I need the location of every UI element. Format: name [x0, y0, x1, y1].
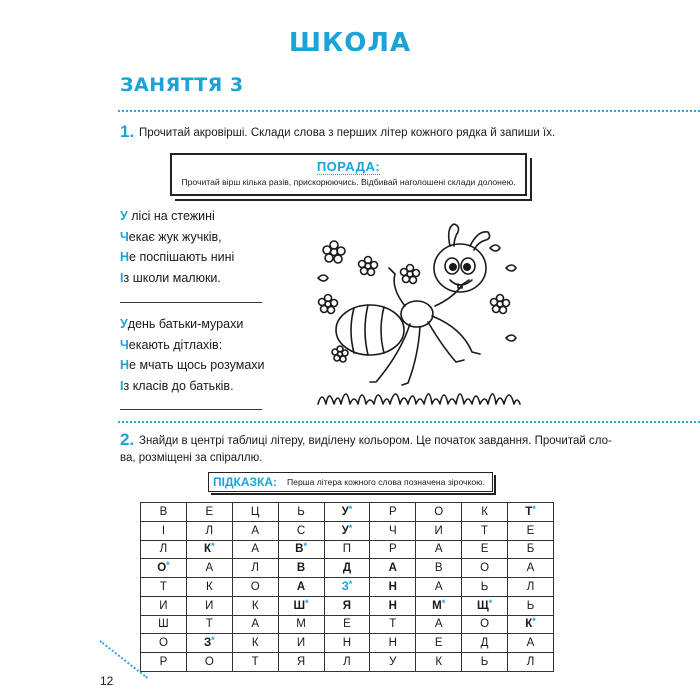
grid-row: [141, 503, 554, 522]
grid-cell[interactable]: Т: [462, 521, 508, 540]
grid-cell[interactable]: М*: [416, 596, 462, 615]
poem-line: Не мчать щось розумахи: [120, 358, 265, 372]
grid-cell[interactable]: У*: [324, 521, 370, 540]
poem-line: Із школи малюки.: [120, 270, 221, 285]
grid-cell[interactable]: О: [462, 615, 508, 634]
tip-box: [170, 153, 527, 196]
grid-cell[interactable]: А: [416, 540, 462, 559]
grid-cell[interactable]: С: [278, 521, 324, 540]
grid-cell[interactable]: Щ*: [462, 596, 508, 615]
grid-cell[interactable]: Ь: [278, 503, 324, 522]
grid-cell[interactable]: О: [186, 653, 232, 672]
grid-cell[interactable]: Е: [508, 521, 554, 540]
grid-cell[interactable]: Т: [141, 578, 187, 597]
poem-line: Чекають дітлахів:: [120, 337, 223, 352]
poem-1: [120, 206, 234, 288]
grid-cell[interactable]: К: [186, 578, 232, 597]
tip-text: Прочитай вірш кілька разів, прискорюючись. Відбивай наголошені склади долонею.: [181, 177, 516, 187]
grid-cell[interactable]: А: [416, 615, 462, 634]
grid-cell[interactable]: А: [370, 559, 416, 578]
hint-title: ПІДКАЗКА:: [213, 475, 278, 489]
poem-2: [120, 314, 265, 396]
grid-cell[interactable]: Л: [324, 653, 370, 672]
grid-cell[interactable]: К*: [186, 540, 232, 559]
grid-cell[interactable]: Л: [508, 653, 554, 672]
grid-cell[interactable]: Д: [462, 634, 508, 653]
grid-cell[interactable]: І: [141, 521, 187, 540]
grid-row: [141, 521, 554, 540]
tip-title: ПОРАДА:: [316, 159, 381, 174]
poem-line: Не поспішають нині: [120, 250, 235, 264]
grid-cell[interactable]: Р: [141, 653, 187, 672]
answer-line-1[interactable]: [120, 302, 262, 303]
hint-box: [208, 472, 493, 492]
grid-cell[interactable]: А: [186, 559, 232, 578]
grid-row: [141, 653, 554, 672]
grid-row: [141, 540, 554, 559]
star-marker: *: [348, 522, 353, 533]
grid-cell[interactable]: Е: [462, 540, 508, 559]
grid-cell[interactable]: Я: [324, 596, 370, 615]
star-marker: *: [441, 597, 446, 608]
grid-cell[interactable]: Д: [324, 559, 370, 578]
grid-cell[interactable]: П: [324, 540, 370, 559]
grid-cell[interactable]: О: [232, 578, 278, 597]
grid-cell[interactable]: Ц: [232, 503, 278, 522]
grid-cell[interactable]: А: [508, 559, 554, 578]
grid-cell[interactable]: У: [370, 653, 416, 672]
grid-cell[interactable]: Л: [141, 540, 187, 559]
page-title: ШКОЛА: [288, 28, 412, 58]
grid-row: [141, 634, 554, 653]
grid-cell[interactable]: О: [141, 634, 187, 653]
grid-cell[interactable]: Е: [416, 634, 462, 653]
star-marker: *: [211, 541, 215, 552]
grid-cell[interactable]: О*: [141, 559, 187, 578]
task1-number: 1.: [120, 122, 135, 141]
grid-cell[interactable]: К*: [508, 615, 554, 634]
flower-icon: [401, 265, 420, 284]
grid-cell[interactable]: В: [141, 503, 187, 522]
section-divider-top: [118, 110, 700, 112]
letter-spiral-grid: [140, 502, 554, 672]
grid-cell[interactable]: О: [416, 503, 462, 522]
star-marker: *: [348, 503, 353, 514]
grid-cell[interactable]: Ь: [508, 596, 554, 615]
hint-text: Перша літера кожного слова позначена зірочкою.: [287, 477, 485, 487]
grid-cell[interactable]: Е: [186, 503, 232, 522]
grid-cell[interactable]: У*: [324, 503, 370, 522]
task1-instructions: Прочитай акровірші. Склади слова з перших літер кожного рядка й запиши їх.: [139, 127, 556, 139]
star-marker: *: [532, 616, 536, 627]
flower-icon: [491, 295, 510, 314]
grid-cell[interactable]: Л: [508, 578, 554, 597]
poem-line: Із класів до батьків.: [120, 378, 234, 393]
grid-cell[interactable]: О: [462, 559, 508, 578]
grid-cell[interactable]: Ш: [141, 615, 187, 634]
star-marker: *: [488, 597, 493, 608]
grid-cell[interactable]: Я: [278, 653, 324, 672]
grid-cell[interactable]: Т: [232, 653, 278, 672]
grid-cell[interactable]: Т: [370, 615, 416, 634]
grid-cell[interactable]: А: [232, 615, 278, 634]
grid-cell[interactable]: Р: [370, 540, 416, 559]
poem-line: У лісі на стежині: [120, 209, 215, 223]
ant-illustration: [310, 208, 525, 408]
lesson-title: ЗАНЯТТЯ 3: [120, 74, 244, 96]
grid-cell[interactable]: К: [462, 503, 508, 522]
poem-line: Удень батьки-мурахи: [120, 317, 244, 331]
star-marker: *: [305, 597, 309, 608]
grid-row: [141, 596, 554, 615]
grid-cell[interactable]: И: [416, 521, 462, 540]
grid-cell[interactable]: А: [232, 521, 278, 540]
flower-icon: [359, 257, 378, 276]
grid-cell[interactable]: Ш*: [278, 596, 324, 615]
grid-row: [141, 615, 554, 634]
grid-cell[interactable]: Н: [324, 634, 370, 653]
grid-cell[interactable]: К: [416, 653, 462, 672]
poem-line: Чекає жук жучків,: [120, 229, 222, 244]
grid-cell[interactable]: М: [278, 615, 324, 634]
star-marker: *: [303, 541, 307, 552]
flower-icon: [319, 295, 338, 314]
star-marker: *: [166, 560, 170, 571]
grid-cell[interactable]: Т: [186, 615, 232, 634]
grid-cell[interactable]: З*: [324, 578, 370, 597]
grid-row: [141, 578, 554, 597]
task2-instructions-line2: ва, розміщені за спіраллю.: [120, 452, 263, 464]
grid-cell[interactable]: Н: [370, 578, 416, 597]
grid-cell[interactable]: И: [141, 596, 187, 615]
grid-cell[interactable]: Ч: [370, 521, 416, 540]
grid-row: [141, 559, 554, 578]
star-marker: *: [211, 635, 215, 646]
grid-cell[interactable]: Е: [324, 615, 370, 634]
grid-cell[interactable]: Ь: [462, 653, 508, 672]
grid-cell[interactable]: В: [416, 559, 462, 578]
task2-instructions-line1: Знайди в центрі таблиці літеру, виділену кольором. Це початок завдання. Прочитай сло-: [139, 435, 612, 447]
star-marker: *: [532, 503, 536, 514]
grid-cell[interactable]: Т*: [508, 503, 554, 522]
grid-cell[interactable]: А: [416, 578, 462, 597]
grid-cell[interactable]: А: [508, 634, 554, 653]
grid-cell[interactable]: Н: [370, 596, 416, 615]
grid-cell[interactable]: В*: [278, 540, 324, 559]
grid-cell[interactable]: К: [232, 634, 278, 653]
grid-cell[interactable]: Р: [370, 503, 416, 522]
grid-cell[interactable]: А: [278, 578, 324, 597]
page-number: 12: [100, 674, 114, 688]
answer-line-2[interactable]: [120, 409, 262, 410]
flower-icon: [323, 241, 345, 263]
grid-cell[interactable]: З*: [186, 634, 232, 653]
star-marker: *: [348, 578, 353, 589]
grid-cell[interactable]: Ь: [462, 578, 508, 597]
grid-cell[interactable]: В: [278, 559, 324, 578]
section-divider-middle: [118, 421, 700, 423]
grid-cell[interactable]: И: [186, 596, 232, 615]
grid-cell[interactable]: И: [278, 634, 324, 653]
grid-cell[interactable]: Л: [232, 559, 278, 578]
grid-cell[interactable]: Н: [370, 634, 416, 653]
grid-cell[interactable]: Б: [508, 540, 554, 559]
grid-cell[interactable]: А: [232, 540, 278, 559]
task2-number: 2.: [120, 430, 135, 449]
grid-cell[interactable]: К: [232, 596, 278, 615]
grid-cell[interactable]: Л: [186, 521, 232, 540]
